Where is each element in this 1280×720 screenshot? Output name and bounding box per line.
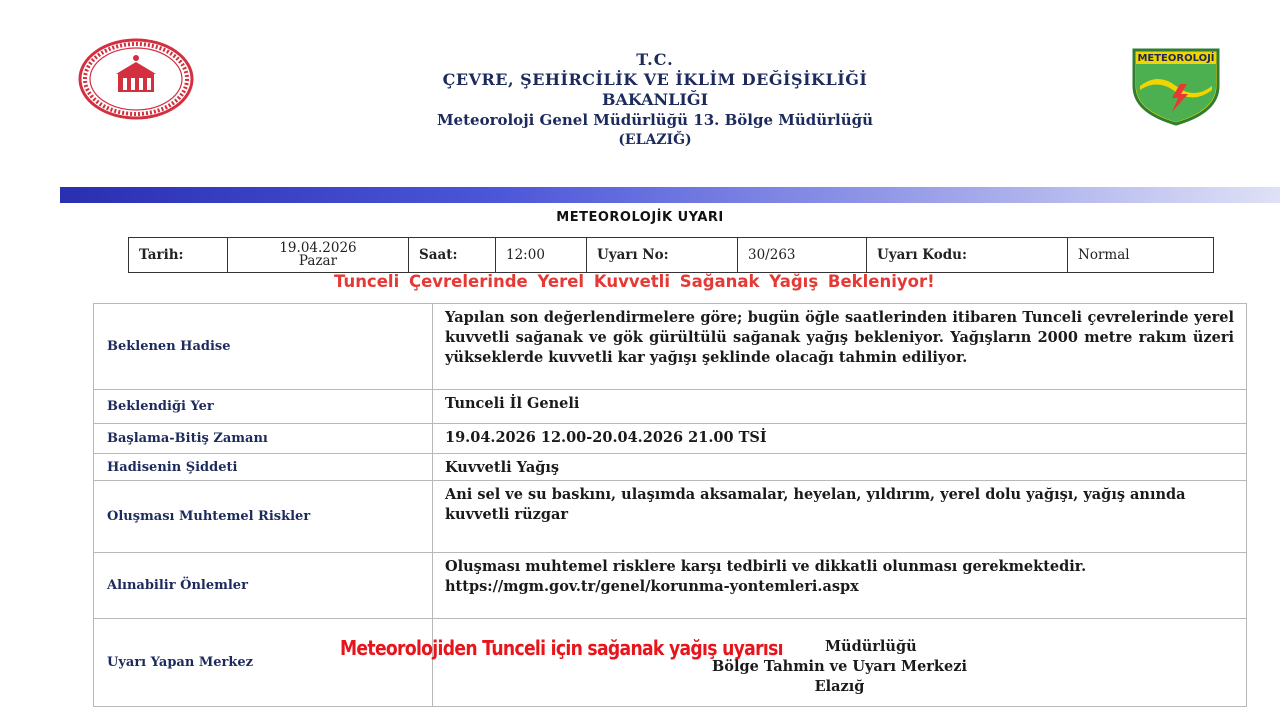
row-label-expected-event: Beklenen Hadise: [94, 304, 433, 390]
row-value-issuing-center: [433, 619, 1247, 707]
table-row: [94, 454, 1247, 481]
row-label-time-range: Başlama-Bitiş Zamanı: [94, 424, 433, 454]
header-divider-band: [60, 187, 1280, 203]
time-value: 12:00: [496, 238, 587, 273]
row-label-precautions: Alınabilir Önlemler: [94, 553, 433, 619]
row-label-location: Beklendiği Yer: [94, 390, 433, 424]
row-value-precautions: [433, 553, 1247, 619]
warning-meta-table: [128, 237, 1214, 273]
row-value-severity: Kuvvetli Yağış: [433, 454, 1247, 481]
issuing-center-line-2: Bölge Tahmin ve Uyarı Merkezi: [712, 658, 967, 675]
warning-no-label: Uyarı No:: [587, 238, 738, 273]
header-line-directorate: Meteoroloji Genel Müdürlüğü 13. Bölge Müdürlüğü: [436, 111, 874, 129]
row-label-severity: Hadisenin Şiddeti: [94, 454, 433, 481]
time-label: Saat:: [409, 238, 496, 273]
row-value-expected-event: Yapılan son değerlendirmelere göre; bugün öğle saatlerinden itibaren Tunceli çevrelerinde yerel kuvvetli sağanak ve gök gürültülü sağanak yağış bekleniyor. Yağışların 2000 metre rakım üzeri yükseklerde kuvvetli kar yağışı şeklinde olacağı tahmin ediliyor.: [433, 304, 1247, 390]
warning-code-label: Uyarı Kodu:: [867, 238, 1068, 273]
date-value-cell: [228, 238, 409, 273]
table-row: [94, 619, 1247, 707]
warning-headline: Tunceli Çevrelerinde Yerel Kuvvetli Sağanak Yağış Bekleniyor!: [334, 272, 935, 291]
news-caption-overlay: Meteorolojiden Tunceli için sağanak yağış uyarısı: [340, 636, 783, 660]
warning-code-value: Normal: [1068, 238, 1214, 273]
table-row: [94, 424, 1247, 454]
table-row: [94, 390, 1247, 424]
header-line-ministry-2: BAKANLIĞI: [601, 90, 709, 109]
table-row: [94, 553, 1247, 619]
table-row: [94, 304, 1247, 390]
header-line-tc: T.C.: [636, 50, 674, 69]
header-line-ministry: ÇEVRE, ŞEHİRCİLİK VE İKLİM DEĞİŞİKLİĞİ: [442, 70, 868, 89]
row-label-risks: Oluşması Muhtemel Riskler: [94, 481, 433, 553]
ministry-seal-logo: [78, 38, 194, 120]
document-header: [300, 50, 1010, 150]
precautions-link[interactable]: https://mgm.gov.tr/genel/korunma-yontemleri.aspx: [445, 578, 859, 595]
document-title: METEOROLOJİK UYARI: [556, 210, 724, 225]
precautions-text: Oluşması muhtemel risklere karşı tedbirli ve dikkatli olunması gerekmektedir.: [445, 558, 1087, 575]
warning-no-value: 30/263: [738, 238, 867, 273]
date-value: 19.04.2026: [279, 240, 357, 256]
meteorology-logo: [1130, 46, 1222, 126]
meteorology-logo-text: METEOROLOJİ: [1137, 53, 1215, 64]
header-line-city: (ELAZIĞ): [618, 132, 692, 148]
day-value: Pazar: [298, 253, 338, 269]
date-label: Tarih:: [129, 238, 228, 273]
row-value-risks: Ani sel ve su baskını, ulaşımda aksamalar, heyelan, yıldırım, yerel dolu yağışı, yağış anında kuvvetli rüzgar: [433, 481, 1247, 553]
issuing-center-line-3: Elazığ: [814, 678, 865, 695]
issuing-center-line-1: Müdürlüğü: [825, 638, 917, 655]
table-row: [94, 481, 1247, 553]
row-value-time-range: 19.04.2026 12.00-20.04.2026 21.00 TSİ: [433, 424, 1247, 454]
row-label-issuing-center: Uyarı Yapan Merkez: [94, 619, 433, 707]
row-value-location: Tunceli İl Geneli: [433, 390, 1247, 424]
